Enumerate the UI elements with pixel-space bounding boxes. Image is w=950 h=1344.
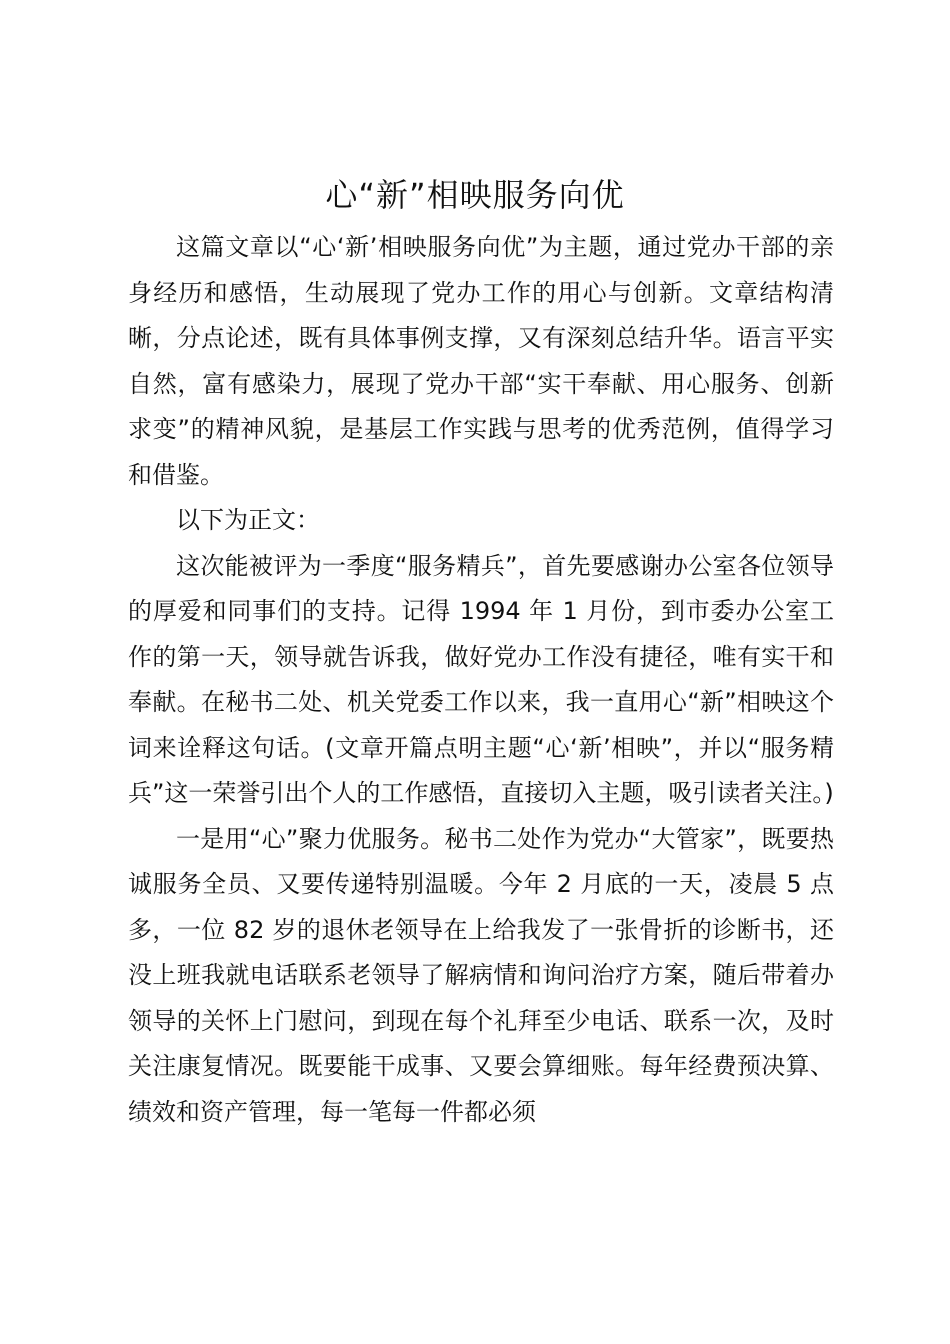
paragraph-intro-label: 以下为正文： (176, 506, 320, 534)
paragraph-point-one: 一是用“心”聚力优服务。秘书二处作为党办“大管家”，既要热诚服务全员、又要传递特别温暖。今年 2 月底的一天，凌晨 5 点多，一位 82 岁的退休老领导在上给我发了一张骨折的诊断书，还没上班我就电话联系老领导了解病情和询问治疗方案，随后带着办领导的关怀上门慰问，到现在每个礼拜至少电话、联系一次，及时关注康复情况。既要能干成事、又要会算细账。每年经费预决算、绩效和资产管理，每一笔每一件都必须 (128, 824, 834, 1126)
paragraph-opening: 这次能被评为一季度“服务精兵”，首先要感谢办公室各位领导的厚爱和同事们的支持。记得 1994 年 1 月份，到市委办公室工作的第一天，领导就告诉我，做好党办工作没有捷径，唯有实干和奉献。在秘书二处、机关党委工作以来，我一直用心“新”相映这个词来诠释这句话。(文章开篇点明主题“心‘新’相映”，并以“服务精兵”这一荣誉引出个人的工作感悟，直接切入主题，吸引读者关注。) (128, 551, 834, 807)
document-title: 心“新”相映服务向优 (325, 176, 625, 214)
document-body (128, 225, 834, 1135)
paragraph-summary: 这篇文章以“心‘新’相映服务向优”为主题，通过党办干部的亲身经历和感悟，生动展现了党办工作的用心与创新。文章结构清晰，分点论述，既有具体事例支撑，又有深刻总结升华。语言平实自然，富有感染力，展现了党办干部“实干奉献、用心服务、创新求变”的精神风貌，是基层工作实践与思考的优秀范例，值得学习和借鉴。 (128, 233, 834, 489)
